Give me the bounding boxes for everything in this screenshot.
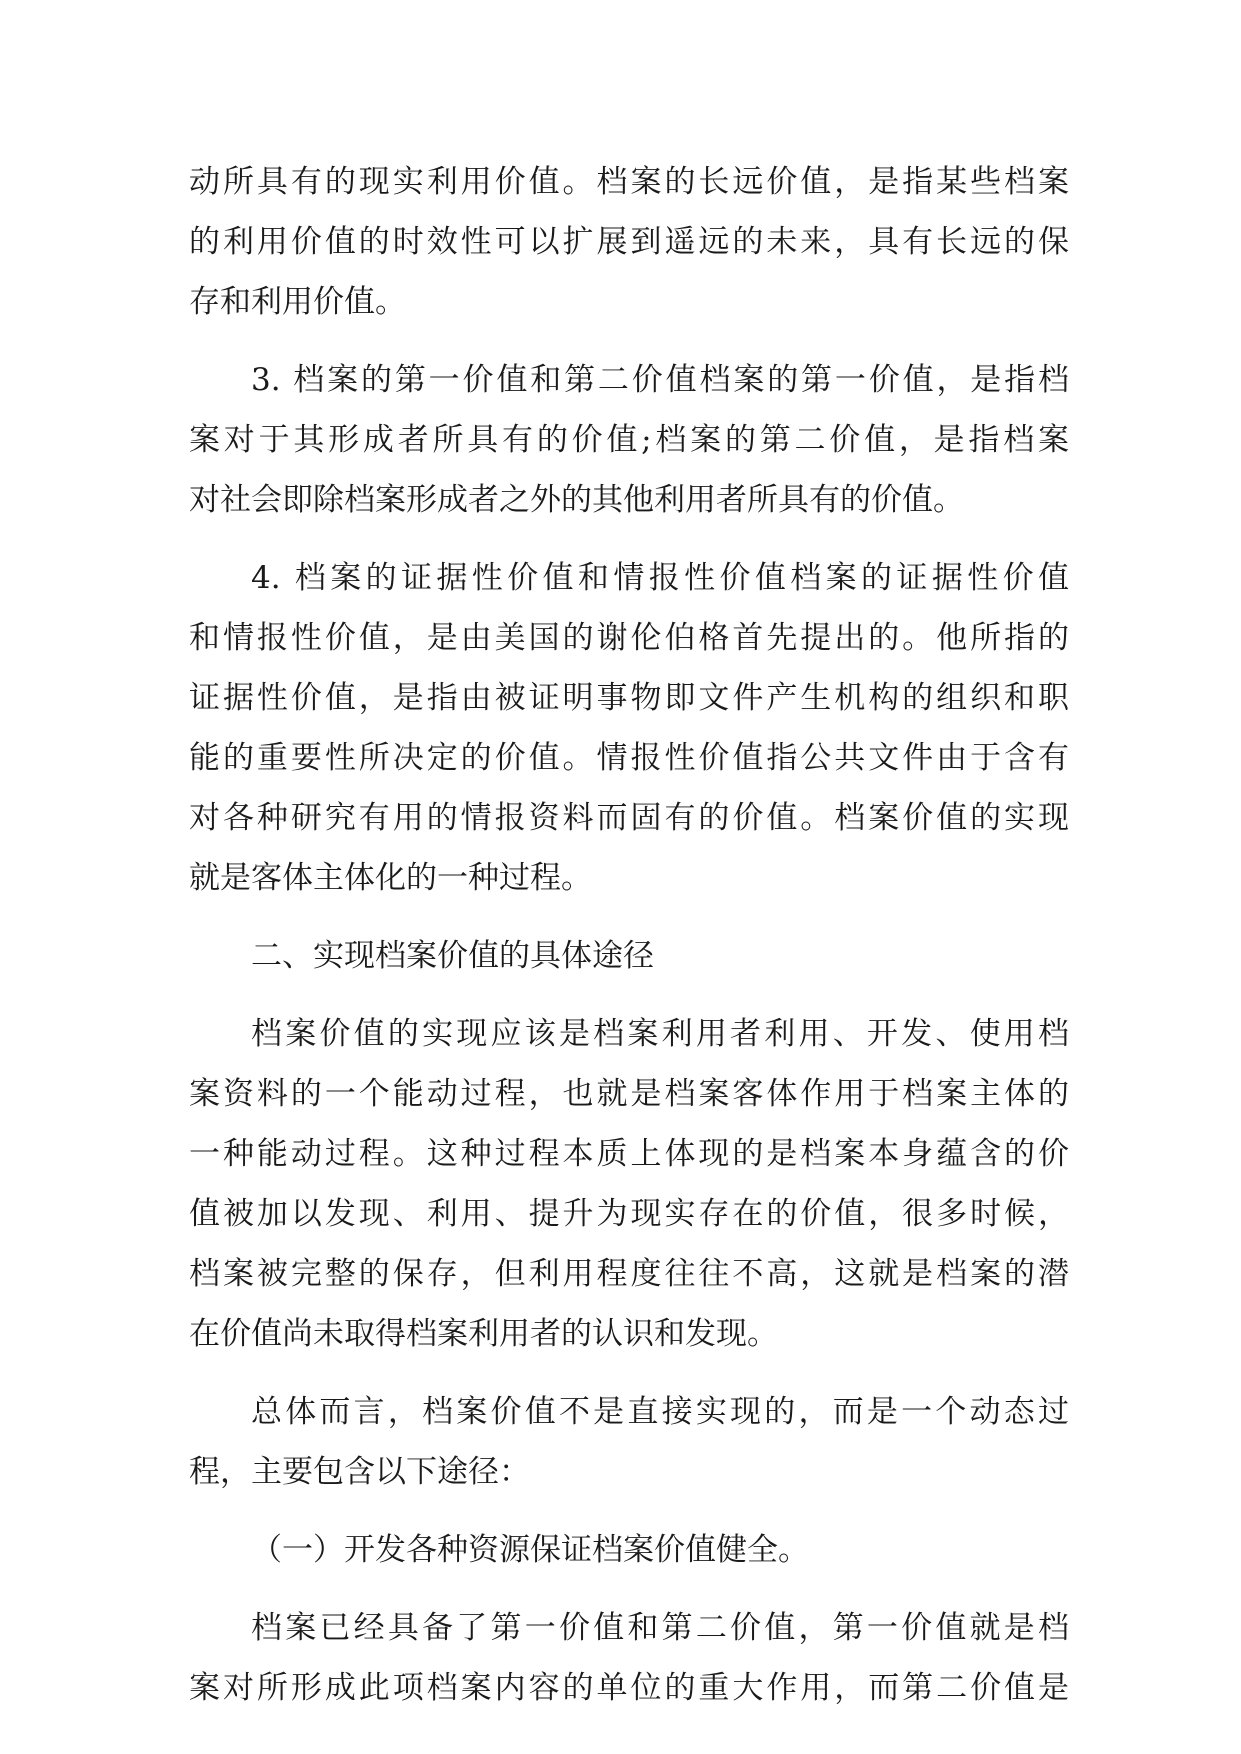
- paragraph: [189, 350, 1069, 530]
- text-line: 档案价值的实现应该是档案利用者利用、开发、使用档: [251, 1016, 1069, 1052]
- section-heading: [189, 926, 1069, 986]
- text-line: 案资料的一个能动过程，也就是档案客体作用于档案主体的: [189, 1076, 1069, 1112]
- text-line: 总体而言，档案价值不是直接实现的，而是一个动态过: [251, 1394, 1069, 1430]
- text-line: 能的重要性所决定的价值。情报性价值指公共文件由于含有: [189, 740, 1069, 776]
- text-line: 在价值尚未取得档案利用者的认识和发现。: [189, 1316, 778, 1352]
- text-line: 4. 档案的证据性价值和情报性价值档案的证据性价值: [251, 560, 1069, 596]
- text-line: 3. 档案的第一价值和第二价值档案的第一价值，是指档: [251, 362, 1069, 398]
- text-line: 的利用价值的时效性可以扩展到遥远的未来，具有长远的保: [189, 224, 1069, 260]
- text-line: 案对于其形成者所具有的价值;档案的第二价值，是指档案: [189, 422, 1069, 458]
- paragraph: [189, 152, 1069, 332]
- text-line: 一种能动过程。这种过程本质上体现的是档案本身蕴含的价: [189, 1136, 1069, 1172]
- paragraph: [189, 548, 1069, 908]
- text-line: 动所具有的现实利用价值。档案的长远价值，是指某些档案: [189, 164, 1069, 200]
- text-line: 程，主要包含以下途径：: [189, 1454, 530, 1490]
- text-line: 档案已经具备了第一价值和第二价值，第一价值就是档: [251, 1610, 1069, 1646]
- paragraph: [189, 1004, 1069, 1364]
- text-line: 证据性价值，是指由被证明事物即文件产生机构的组织和职: [189, 680, 1069, 716]
- paragraph: [189, 1382, 1069, 1502]
- text-line: 和情报性价值，是由美国的谢伦伯格首先提出的。他所指的: [189, 620, 1069, 656]
- subsection-heading: [189, 1520, 1069, 1580]
- text-line: 存和利用价值。: [189, 284, 406, 320]
- document-body: [189, 152, 1069, 1736]
- text-line: 案对所形成此项档案内容的单位的重大作用，而第二价值是: [189, 1670, 1069, 1706]
- text-line: 档案被完整的保存，但利用程度往往不高，这就是档案的潜: [189, 1256, 1069, 1292]
- text-line: 对社会即除档案形成者之外的其他利用者所具有的价值。: [189, 482, 964, 518]
- heading-text: （一）开发各种资源保证档案价值健全。: [251, 1532, 809, 1568]
- heading-text: 二、实现档案价值的具体途径: [251, 938, 654, 974]
- text-line: 值被加以发现、利用、提升为现实存在的价值，很多时候，: [189, 1196, 1069, 1232]
- paragraph: [189, 1598, 1069, 1718]
- text-line: 对各种研究有用的情报资料而固有的价值。档案价值的实现: [189, 800, 1069, 836]
- text-line: 就是客体主体化的一种过程。: [189, 860, 592, 896]
